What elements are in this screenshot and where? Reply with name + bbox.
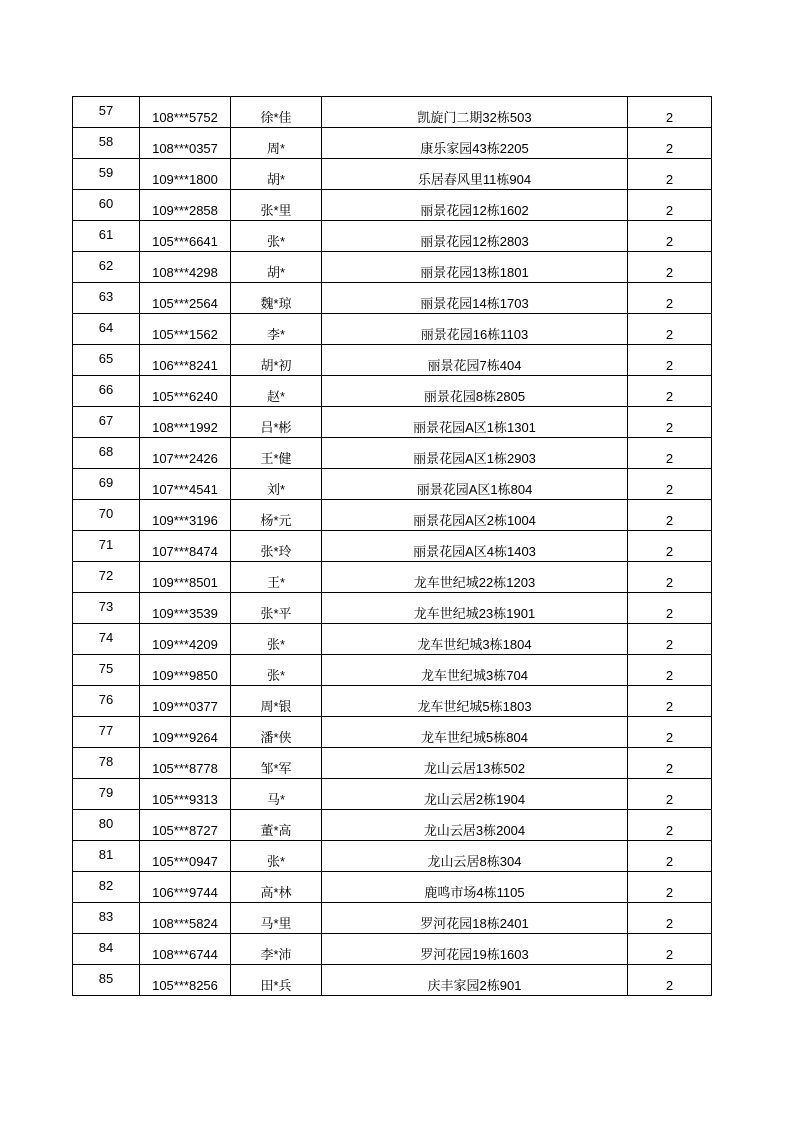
account-id-cell: 105***8727: [140, 810, 231, 841]
count-cell: 2: [628, 562, 712, 593]
name-cell: 董*高: [231, 810, 322, 841]
count-cell: 2: [628, 128, 712, 159]
row-number-cell: 74: [73, 624, 140, 655]
name-cell: 吕*彬: [231, 407, 322, 438]
name-cell: 魏*琼: [231, 283, 322, 314]
count-cell: 2: [628, 438, 712, 469]
account-id-cell: 109***3539: [140, 593, 231, 624]
records-table-body: [73, 97, 712, 996]
name-cell: 王*: [231, 562, 322, 593]
address-cell: 丽景花园12栋2803: [322, 221, 628, 252]
address-cell: 鹿鸣市场4栋1105: [322, 872, 628, 903]
count-cell: 2: [628, 655, 712, 686]
table-row: [73, 810, 712, 841]
count-cell: 2: [628, 779, 712, 810]
address-cell: 庆丰家园2栋901: [322, 965, 628, 996]
row-number-cell: 83: [73, 903, 140, 934]
account-id-cell: 108***5824: [140, 903, 231, 934]
name-cell: 杨*元: [231, 500, 322, 531]
table-row: [73, 469, 712, 500]
address-cell: 丽景花园16栋1103: [322, 314, 628, 345]
name-cell: 张*: [231, 624, 322, 655]
row-number-cell: 59: [73, 159, 140, 190]
name-cell: 王*健: [231, 438, 322, 469]
account-id-cell: 109***8501: [140, 562, 231, 593]
table-row: [73, 159, 712, 190]
account-id-cell: 105***2564: [140, 283, 231, 314]
address-cell: 丽景花园13栋1801: [322, 252, 628, 283]
table-row: [73, 593, 712, 624]
name-cell: 张*: [231, 841, 322, 872]
count-cell: 2: [628, 934, 712, 965]
account-id-cell: 107***2426: [140, 438, 231, 469]
table-row: [73, 252, 712, 283]
table-row: [73, 376, 712, 407]
row-number-cell: 69: [73, 469, 140, 500]
row-number-cell: 76: [73, 686, 140, 717]
address-cell: 龙车世纪城3栋1804: [322, 624, 628, 655]
table-row: [73, 686, 712, 717]
count-cell: 2: [628, 283, 712, 314]
name-cell: 高*林: [231, 872, 322, 903]
row-number-cell: 72: [73, 562, 140, 593]
table-row: [73, 97, 712, 128]
table-row: [73, 655, 712, 686]
account-id-cell: 107***4541: [140, 469, 231, 500]
count-cell: 2: [628, 593, 712, 624]
row-number-cell: 81: [73, 841, 140, 872]
address-cell: 丽景花园12栋1602: [322, 190, 628, 221]
row-number-cell: 71: [73, 531, 140, 562]
name-cell: 胡*初: [231, 345, 322, 376]
account-id-cell: 108***1992: [140, 407, 231, 438]
row-number-cell: 58: [73, 128, 140, 159]
row-number-cell: 61: [73, 221, 140, 252]
row-number-cell: 60: [73, 190, 140, 221]
count-cell: 2: [628, 500, 712, 531]
name-cell: 马*里: [231, 903, 322, 934]
account-id-cell: 106***8241: [140, 345, 231, 376]
account-id-cell: 108***4298: [140, 252, 231, 283]
account-id-cell: 105***0947: [140, 841, 231, 872]
table-row: [73, 128, 712, 159]
row-number-cell: 68: [73, 438, 140, 469]
account-id-cell: 109***9264: [140, 717, 231, 748]
count-cell: 2: [628, 717, 712, 748]
account-id-cell: 106***9744: [140, 872, 231, 903]
name-cell: 刘*: [231, 469, 322, 500]
address-cell: 罗河花园19栋1603: [322, 934, 628, 965]
account-id-cell: 109***9850: [140, 655, 231, 686]
row-number-cell: 70: [73, 500, 140, 531]
account-id-cell: 108***0357: [140, 128, 231, 159]
table-row: [73, 407, 712, 438]
name-cell: 马*: [231, 779, 322, 810]
count-cell: 2: [628, 903, 712, 934]
address-cell: 丽景花园7栋404: [322, 345, 628, 376]
table-row: [73, 500, 712, 531]
row-number-cell: 75: [73, 655, 140, 686]
count-cell: 2: [628, 314, 712, 345]
address-cell: 龙车世纪城3栋704: [322, 655, 628, 686]
table-row: [73, 934, 712, 965]
account-id-cell: 109***2858: [140, 190, 231, 221]
address-cell: 罗河花园18栋2401: [322, 903, 628, 934]
address-cell: 凯旋门二期32栋503: [322, 97, 628, 128]
count-cell: 2: [628, 872, 712, 903]
account-id-cell: 109***1800: [140, 159, 231, 190]
table-row: [73, 531, 712, 562]
address-cell: 龙车世纪城5栋804: [322, 717, 628, 748]
address-cell: 丽景花园A区1栋1301: [322, 407, 628, 438]
address-cell: 龙山云居3栋2004: [322, 810, 628, 841]
name-cell: 张*玲: [231, 531, 322, 562]
row-number-cell: 79: [73, 779, 140, 810]
name-cell: 田*兵: [231, 965, 322, 996]
row-number-cell: 66: [73, 376, 140, 407]
count-cell: 2: [628, 841, 712, 872]
count-cell: 2: [628, 252, 712, 283]
count-cell: 2: [628, 376, 712, 407]
row-number-cell: 73: [73, 593, 140, 624]
row-number-cell: 62: [73, 252, 140, 283]
count-cell: 2: [628, 965, 712, 996]
row-number-cell: 82: [73, 872, 140, 903]
account-id-cell: 105***8778: [140, 748, 231, 779]
table-row: [73, 841, 712, 872]
address-cell: 龙车世纪城22栋1203: [322, 562, 628, 593]
address-cell: 龙山云居8栋304: [322, 841, 628, 872]
name-cell: 李*沛: [231, 934, 322, 965]
name-cell: 周*银: [231, 686, 322, 717]
name-cell: 徐*佳: [231, 97, 322, 128]
table-row: [73, 872, 712, 903]
table-row: [73, 779, 712, 810]
name-cell: 李*: [231, 314, 322, 345]
table-row: [73, 190, 712, 221]
address-cell: 丽景花园14栋1703: [322, 283, 628, 314]
table-row: [73, 438, 712, 469]
table-row: [73, 562, 712, 593]
address-cell: 龙山云居13栋502: [322, 748, 628, 779]
address-cell: 乐居春风里11栋904: [322, 159, 628, 190]
count-cell: 2: [628, 531, 712, 562]
name-cell: 赵*: [231, 376, 322, 407]
table-row: [73, 624, 712, 655]
count-cell: 2: [628, 345, 712, 376]
row-number-cell: 85: [73, 965, 140, 996]
table-row: [73, 283, 712, 314]
count-cell: 2: [628, 221, 712, 252]
account-id-cell: 109***0377: [140, 686, 231, 717]
address-cell: 丽景花园A区4栋1403: [322, 531, 628, 562]
account-id-cell: 105***1562: [140, 314, 231, 345]
table-row: [73, 965, 712, 996]
table-row: [73, 748, 712, 779]
count-cell: 2: [628, 748, 712, 779]
name-cell: 邹*军: [231, 748, 322, 779]
count-cell: 2: [628, 624, 712, 655]
count-cell: 2: [628, 407, 712, 438]
address-cell: 康乐家园43栋2205: [322, 128, 628, 159]
name-cell: 潘*侠: [231, 717, 322, 748]
row-number-cell: 64: [73, 314, 140, 345]
account-id-cell: 108***6744: [140, 934, 231, 965]
address-cell: 丽景花园A区2栋1004: [322, 500, 628, 531]
row-number-cell: 78: [73, 748, 140, 779]
row-number-cell: 67: [73, 407, 140, 438]
name-cell: 张*: [231, 221, 322, 252]
count-cell: 2: [628, 190, 712, 221]
table-row: [73, 221, 712, 252]
count-cell: 2: [628, 159, 712, 190]
account-id-cell: 109***3196: [140, 500, 231, 531]
address-cell: 龙车世纪城23栋1901: [322, 593, 628, 624]
table-row: [73, 345, 712, 376]
address-cell: 丽景花园8栋2805: [322, 376, 628, 407]
address-cell: 丽景花园A区1栋804: [322, 469, 628, 500]
name-cell: 周*: [231, 128, 322, 159]
address-cell: 丽景花园A区1栋2903: [322, 438, 628, 469]
account-id-cell: 105***6240: [140, 376, 231, 407]
count-cell: 2: [628, 686, 712, 717]
account-id-cell: 105***9313: [140, 779, 231, 810]
table-row: [73, 903, 712, 934]
records-table: [72, 96, 712, 996]
address-cell: 龙车世纪城5栋1803: [322, 686, 628, 717]
account-id-cell: 108***5752: [140, 97, 231, 128]
account-id-cell: 107***8474: [140, 531, 231, 562]
account-id-cell: 105***6641: [140, 221, 231, 252]
count-cell: 2: [628, 810, 712, 841]
row-number-cell: 57: [73, 97, 140, 128]
name-cell: 张*平: [231, 593, 322, 624]
row-number-cell: 77: [73, 717, 140, 748]
name-cell: 胡*: [231, 159, 322, 190]
table-row: [73, 717, 712, 748]
count-cell: 2: [628, 469, 712, 500]
address-cell: 龙山云居2栋1904: [322, 779, 628, 810]
row-number-cell: 65: [73, 345, 140, 376]
count-cell: 2: [628, 97, 712, 128]
row-number-cell: 63: [73, 283, 140, 314]
row-number-cell: 80: [73, 810, 140, 841]
name-cell: 张*: [231, 655, 322, 686]
account-id-cell: 105***8256: [140, 965, 231, 996]
name-cell: 胡*: [231, 252, 322, 283]
table-row: [73, 314, 712, 345]
name-cell: 张*里: [231, 190, 322, 221]
account-id-cell: 109***4209: [140, 624, 231, 655]
row-number-cell: 84: [73, 934, 140, 965]
